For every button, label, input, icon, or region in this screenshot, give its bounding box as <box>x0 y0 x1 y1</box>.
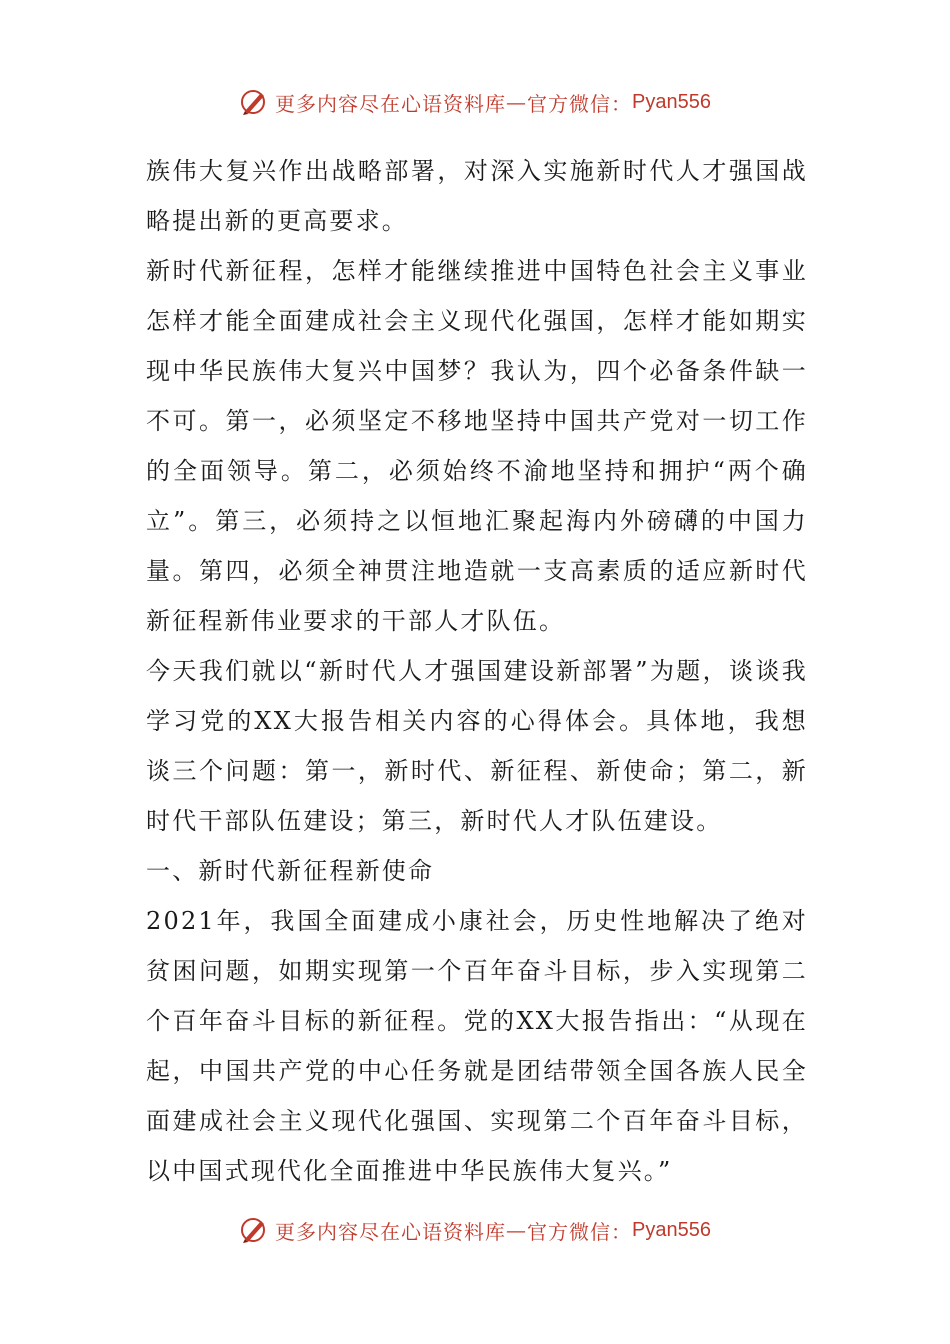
watermark-separator: — <box>506 90 528 114</box>
footer-watermark <box>0 1212 950 1248</box>
paragraph: 新时代新征程，怎样才能继续推进中国特色社会主义事业怎样才能全面建成社会主义现代化强国，怎样才能如期实现中华民族伟大复兴中国梦？我认为，四个必备条件缺一不可。第一，必须坚定不移地坚持中国共产党对一切工作的全面领导。第二，必须始终不渝地坚持和拥护“两个确立”。第三，必须持之以恒地汇聚起海内外磅礴的中国力量。第四，必须全神贯注地造就一支高素质的适应新时代新征程新伟业要求的干部人才队伍。 <box>146 257 808 635</box>
watermark-wechat-id: Pyan556 <box>632 90 711 113</box>
watermark-label: 官方微信： <box>527 1219 633 1244</box>
document-body <box>146 146 808 1196</box>
watermark-text: 更多内容尽在心语资料库 <box>275 91 507 116</box>
paragraph: 今天我们就以“新时代人才强国建设新部署”为题，谈谈我学习党的XX大报告相关内容的心得体会。具体地，我想谈三个问题：第一，新时代、新征程、新使命；第二，新时代干部队伍建设；第三，新时代人才队伍建设。 <box>146 657 808 835</box>
section-heading: 一、新时代新征程新使命 <box>146 857 435 885</box>
pen-logo-icon <box>239 87 269 117</box>
header-watermark <box>0 84 950 120</box>
watermark-label: 官方微信： <box>527 91 633 116</box>
pen-logo-icon <box>239 1215 269 1245</box>
paragraph: 2021年，我国全面建成小康社会，历史性地解决了绝对贫困问题，如期实现第一个百年奋斗目标，步入实现第二个百年奋斗目标的新征程。党的XX大报告指出：“从现在起，中国共产党的中心任务就是团结带领全国各族人民全面建成社会主义现代化强国、实现第二个百年奋斗目标，以中国式现代化全面推进中华民族伟大复兴。” <box>146 907 808 1185</box>
watermark-wechat-id: Pyan556 <box>632 1218 711 1241</box>
paragraph: 族伟大复兴作出战略部署，对深入实施新时代人才强国战略提出新的更高要求。 <box>146 157 808 235</box>
watermark-separator: — <box>506 1218 528 1242</box>
watermark-text: 更多内容尽在心语资料库 <box>275 1219 507 1244</box>
